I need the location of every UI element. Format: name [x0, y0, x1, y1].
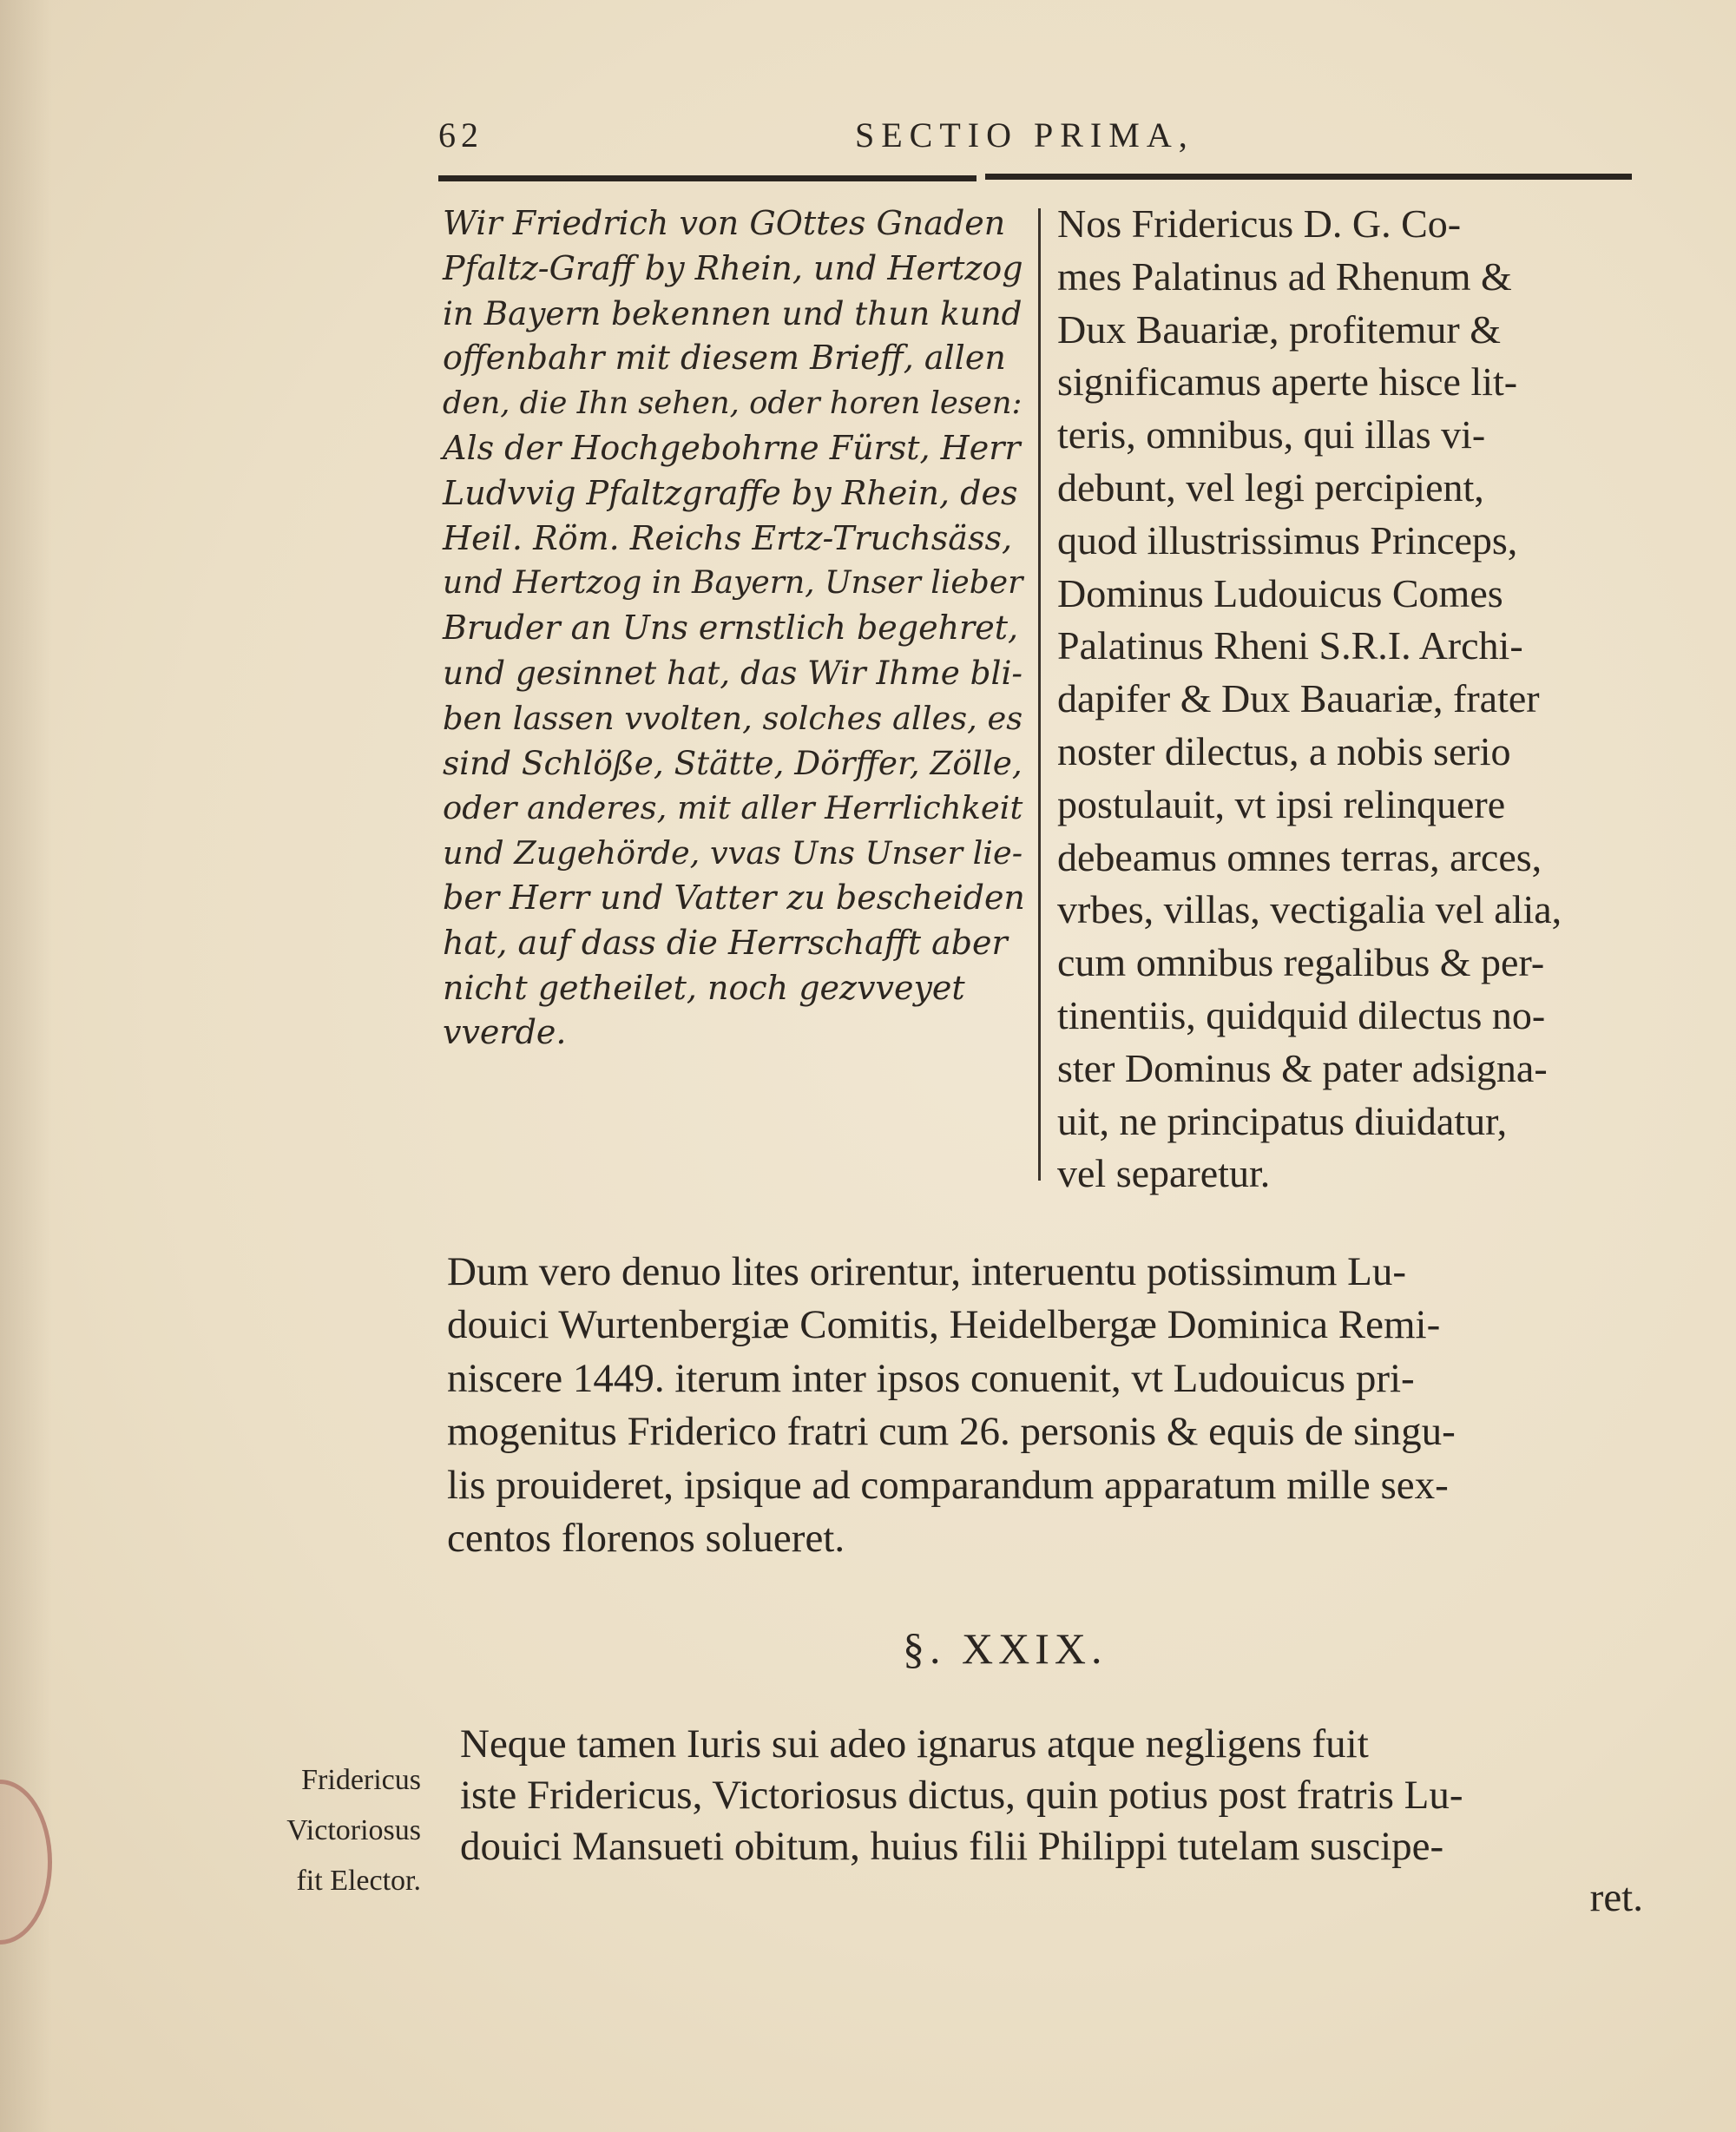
- section-heading: §. XXIX.: [903, 1624, 1108, 1673]
- german-line: Heil. Röm. Reichs Ertz-Truchsäss,: [443, 518, 1013, 557]
- latin-line: mes Palatinus ad Rhenum &: [1057, 253, 1512, 299]
- latin-line: debunt, vel legi percipient,: [1057, 464, 1484, 510]
- header-rule-left: [438, 175, 976, 181]
- german-line: und gesinnet hat, das Wir Ihme bli-: [443, 653, 1023, 692]
- column-divider: [1038, 208, 1041, 1181]
- german-line: Ludvvig Pfaltzgraffe by Rhein, des: [443, 473, 1018, 512]
- latin-line: noster dilectus, a nobis serio: [1057, 728, 1511, 773]
- body-line: centos florenos solueret.: [447, 1516, 845, 1562]
- header-rule-right: [985, 174, 1632, 180]
- latin-line: teris, omnibus, qui illas vi-: [1057, 412, 1486, 457]
- german-line: oder anderes, mit aller Herrlichkeit: [443, 789, 1023, 827]
- body-line: lis prouideret, ipsique ad comparandum apparatum mille sex-: [447, 1462, 1449, 1508]
- latin-line: tinentiis, quidquid dilectus no-: [1057, 992, 1546, 1037]
- latin-line: Dominus Ludouicus Comes: [1057, 570, 1503, 615]
- german-line: Bruder an Uns ernstlich begehret,: [443, 609, 1019, 648]
- german-line: und Zugehörde, vvas Uns Unser lie-: [443, 834, 1023, 872]
- marginal-note-line: fit Elector.: [296, 1865, 421, 1897]
- latin-line: dapifer & Dux Bauariæ, frater: [1057, 676, 1540, 721]
- latin-line: vel separetur.: [1057, 1151, 1271, 1196]
- final-line: iste Fridericus, Victoriosus dictus, quin potius post fratris Lu-: [460, 1773, 1463, 1818]
- marginal-note-line: Fridericus: [301, 1764, 421, 1796]
- german-line: und Hertzog in Bayern, Unser lieber: [443, 564, 1023, 602]
- latin-line: quod illustrissimus Princeps,: [1057, 517, 1518, 563]
- german-line: den, die Ihn sehen, oder horen lesen:: [443, 385, 1023, 422]
- latin-line: debeamus omnes terras, arces,: [1057, 834, 1542, 879]
- page-number: 62: [438, 115, 483, 155]
- german-line: ben lassen vvolten, solches alles, es: [443, 699, 1023, 737]
- latin-line: postulauit, vt ipsi relinquere: [1057, 781, 1506, 826]
- latin-line: Dux Bauariæ, profitemur &: [1057, 306, 1502, 352]
- german-column: [443, 201, 1029, 1056]
- marginal-note: [247, 1755, 421, 1906]
- german-line: Wir Friedrich von GOttes Gnaden: [443, 204, 1006, 242]
- final-line: Neque tamen Iuris sui adeo ignarus atque negligens fuit: [460, 1721, 1369, 1767]
- catchword: ret.: [1589, 1875, 1643, 1920]
- body-line: Dum vero denuo lites orirentur, interuentu potissimum Lu-: [447, 1249, 1407, 1294]
- german-line: nicht getheilet, noch gezvveyet: [443, 968, 965, 1007]
- german-line: hat, auf dass die Herrschafft aber: [443, 923, 1008, 962]
- latin-line: significamus aperte hisce lit-: [1057, 359, 1518, 405]
- latin-column: [1057, 198, 1634, 1201]
- german-line: Pfaltz-Graff by Rhein, und Hertzog: [443, 248, 1023, 287]
- marginal-note-line: Victoriosus: [286, 1814, 421, 1846]
- body-line: mogenitus Friderico fratri cum 26. personis & equis de singu-: [447, 1409, 1456, 1455]
- german-line: offenbahr mit diesem Brieff, allen: [443, 339, 1006, 378]
- latin-line: Nos Fridericus D. G. Co-: [1057, 201, 1462, 246]
- german-line: Als der Hochgebohrne Fürst, Herr: [443, 428, 1021, 467]
- body-line: douici Wurtenbergiæ Comitis, Heidelbergæ Dominica Remi-: [447, 1302, 1441, 1348]
- body-paragraph: [447, 1246, 1643, 1565]
- latin-line: vrbes, villas, vectigalia vel alia,: [1057, 887, 1562, 932]
- german-line: vverde.: [443, 1013, 567, 1052]
- latin-line: cum omnibus regalibus & per-: [1057, 940, 1545, 985]
- page-header: [438, 115, 1628, 167]
- german-line: in Bayern bekennen und thun kund: [443, 293, 1023, 332]
- german-line: sind Schlöße, Stätte, Dörffer, Zölle,: [443, 743, 1023, 782]
- final-line: douici Mansueti obitum, huius filii Philippi tutelam suscipe-: [460, 1824, 1444, 1869]
- body-line: niscere 1449. iterum inter ipsos conuenit, vt Ludouicus pri-: [447, 1355, 1415, 1401]
- latin-line: uit, ne principatus diuidatur,: [1057, 1098, 1508, 1143]
- german-line: ber Herr und Vatter zu bescheiden: [443, 878, 1025, 917]
- running-head: SECTIO PRIMA,: [855, 115, 1194, 155]
- final-paragraph: [460, 1719, 1643, 1924]
- latin-line: Palatinus Rheni S.R.I. Archi-: [1057, 623, 1523, 668]
- latin-line: ster Dominus & pater adsigna-: [1057, 1045, 1548, 1090]
